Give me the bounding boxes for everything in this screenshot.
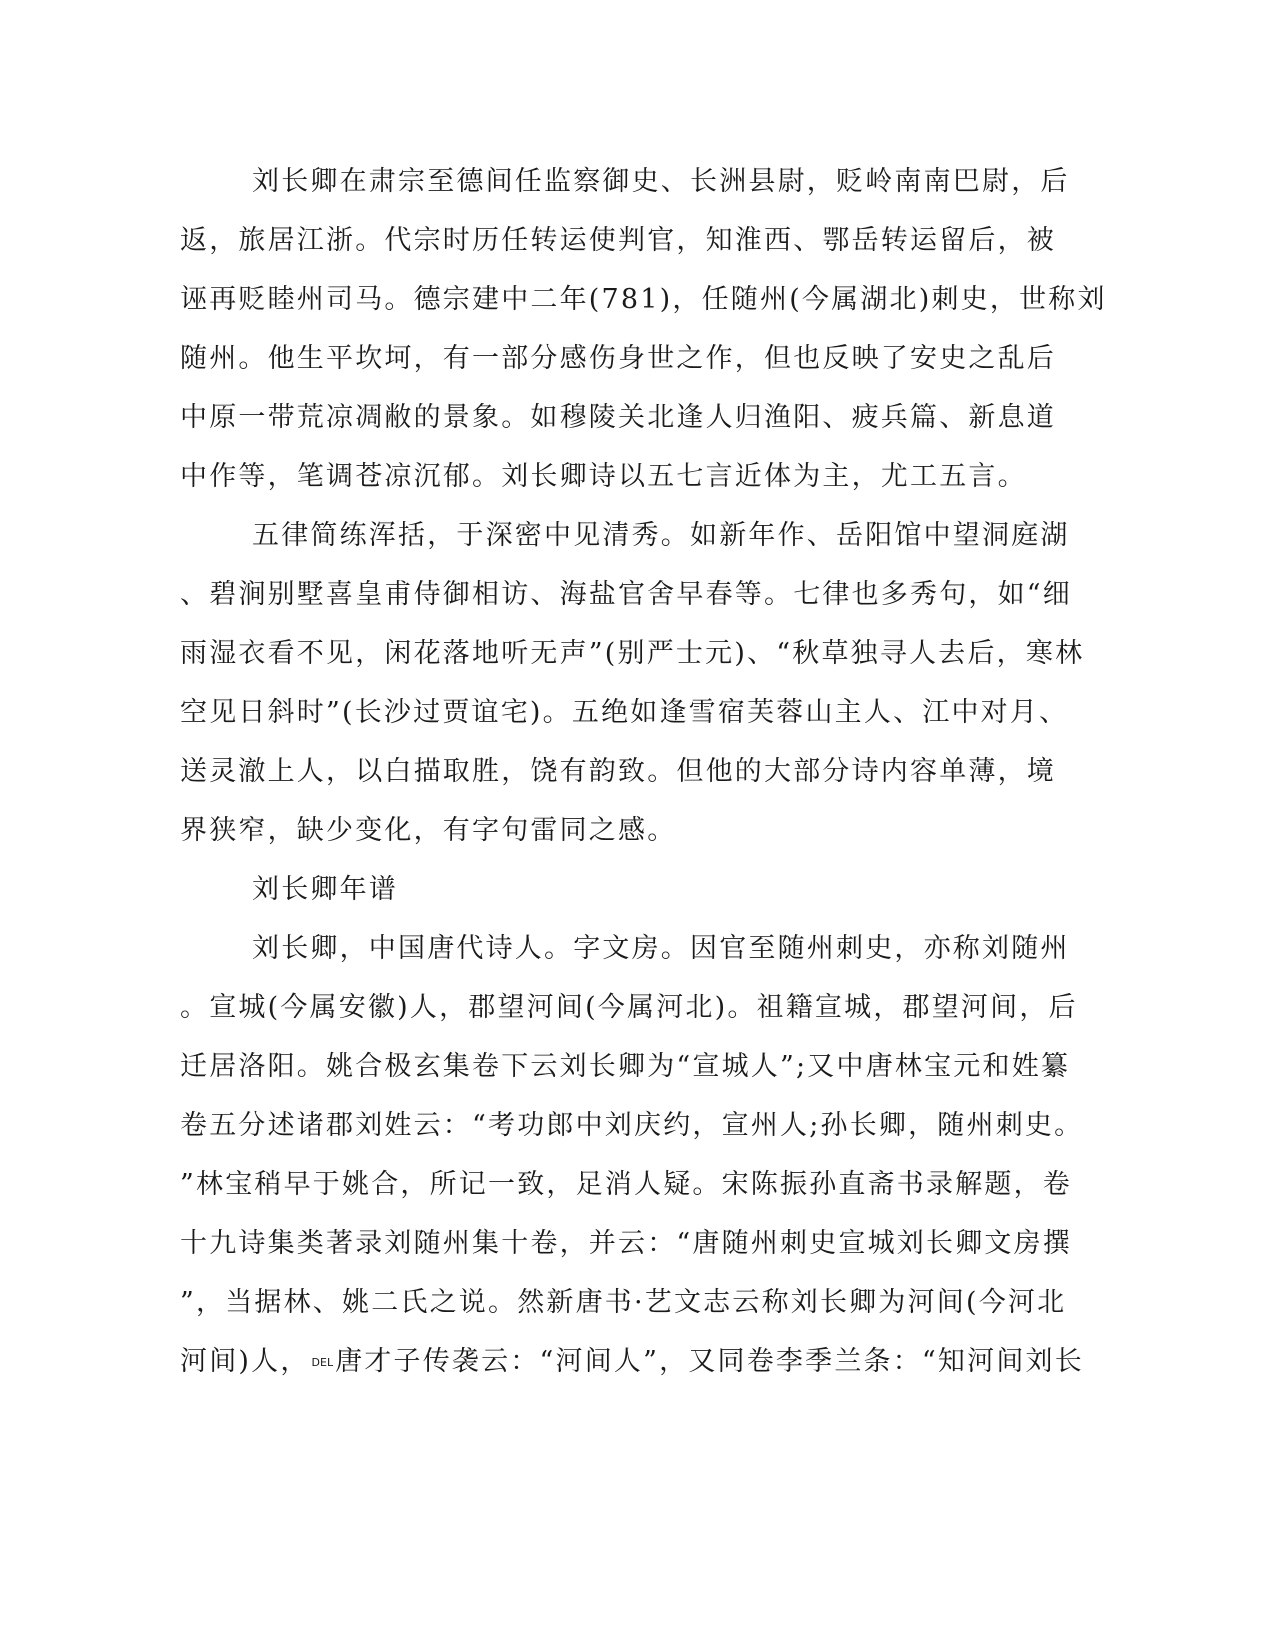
paragraph-2 <box>180 506 1085 860</box>
text-line: 诬再贬睦州司马。德宗建中二年(781)，任随州(今属湖北)刺史，世称刘 <box>180 284 1107 315</box>
text-line: 随州。他生平坎坷，有一部分感伤身世之作，但也反映了安史之乱后 <box>180 343 1056 374</box>
text-line: 五律简练浑括，于深密中见清秀。如新年作、岳阳馆中望洞庭湖 <box>252 520 1070 551</box>
paragraph-1 <box>180 152 1107 506</box>
text-line: 中作等，笔调苍凉沉郁。刘长卿诗以五七言近体为主，尤工五言。 <box>180 461 1027 492</box>
text-line: 迁居洛阳。姚合极玄集卷下云刘长卿为“宣城人”;又中唐林宝元和姓纂 <box>180 1051 1071 1082</box>
document-page <box>180 152 1107 1391</box>
text-line: 。宣城(今属安徽)人，郡望河间(今属河北)。祖籍宣城，郡望河间，后 <box>180 992 1078 1023</box>
text-line: 十九诗集类著录刘随州集十卷，并云：“唐随州刺史宣城刘长卿文房撰 <box>180 1228 1073 1259</box>
text-line: 刘长卿在肃宗至德间任监察御史、长洲县尉，贬岭南南巴尉，后 <box>252 166 1070 197</box>
text-line: 中原一带荒凉凋敝的景象。如穆陵关北逢人归渔阳、疲兵篇、新息道 <box>180 402 1056 433</box>
text-line: 返，旅居江浙。代宗时历任转运使判官，知淮西、鄂岳转运留后，被 <box>180 225 1056 256</box>
text-line: 卷五分述诸郡刘姓云：“考功郎中刘庆约，宣州人;孙长卿，随州刺史。 <box>180 1110 1084 1141</box>
text-line: 刘长卿，中国唐代诗人。字文房。因官至随州刺史，亦称刘随州 <box>252 933 1070 964</box>
text-line: 雨湿衣看不见，闲花落地听无声”(别严士元)、“秋草独寻人去后，寒林 <box>180 638 1085 669</box>
text-line: 界狭窄，缺少变化，有字句雷同之感。 <box>180 815 677 846</box>
text-line: ”林宝稍早于姚合，所记一致，足消人疑。宋陈振孙直斋书录解题，卷 <box>180 1169 1073 1200</box>
text-segment: 唐才子传袭云：“河间人”，又同卷李季兰条：“知河间刘长 <box>335 1346 1084 1377</box>
text-line: 送灵澈上人，以白描取胜，饶有韵致。但他的大部分诗内容单薄，境 <box>180 756 1056 787</box>
text-line: 空见日斜时”(长沙过贾谊宅)。五绝如逢雪宿芙蓉山主人、江中对月、 <box>180 697 1069 728</box>
del-mark: DEL <box>311 1356 334 1369</box>
text-line: ”，当据林、姚二氏之说。然新唐书·艺文志云称刘长卿为河间(今河北 <box>180 1287 1067 1318</box>
heading-text: 刘长卿年谱 <box>252 874 398 905</box>
text-segment: 河间)人， <box>180 1346 310 1377</box>
text-line: 、碧涧别墅喜皇甫侍御相访、海盐官舍早春等。七律也多秀句，如“细 <box>180 579 1073 610</box>
text-line-last <box>180 1332 1084 1391</box>
section-heading <box>180 860 1040 919</box>
paragraph-3 <box>180 919 1084 1391</box>
